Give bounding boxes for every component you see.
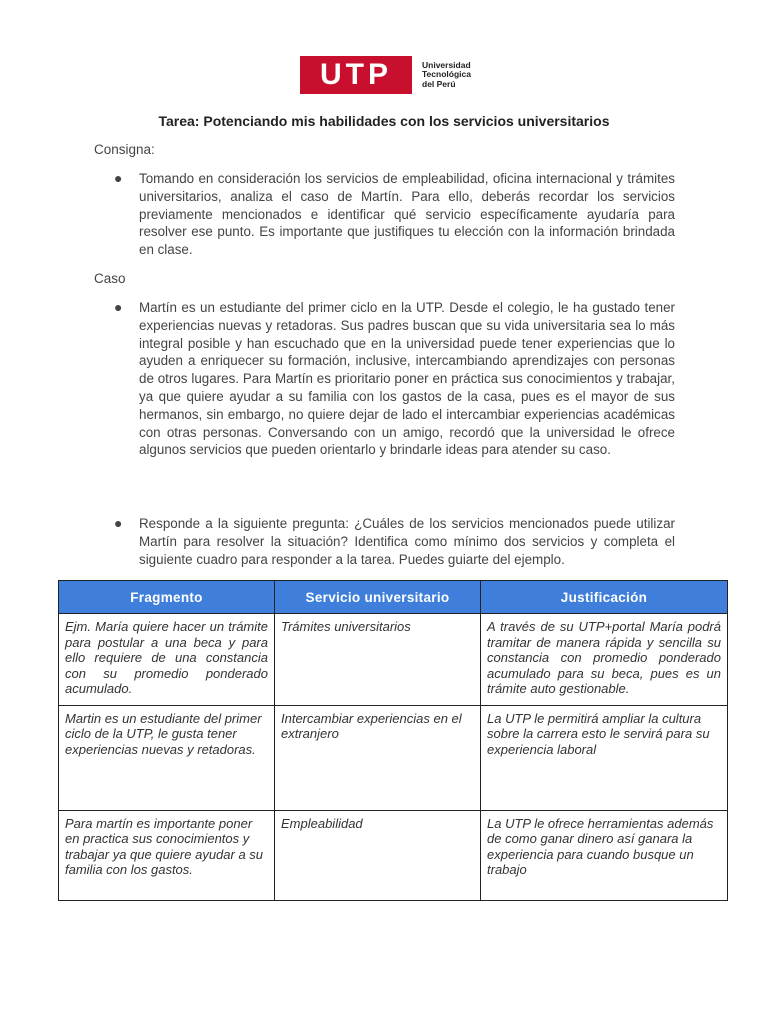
utp-logo-mark: UTP bbox=[300, 56, 412, 94]
table-row bbox=[59, 614, 728, 706]
header-fragmento: Fragmento bbox=[59, 581, 275, 614]
cell-justificacion: La UTP le permitirá ampliar la cultura sobre la carrera esto le servirá para su experiencia laboral bbox=[481, 705, 728, 810]
header-servicio: Servicio universitario bbox=[275, 581, 481, 614]
table-row bbox=[59, 810, 728, 900]
utp-logo bbox=[300, 56, 471, 94]
services-table bbox=[58, 580, 728, 901]
cell-fragmento: Martin es un estudiante del primer ciclo de la UTP, le gusta tener experiencias nuevas y retadoras. bbox=[59, 705, 275, 810]
header-justificacion: Justificación bbox=[481, 581, 728, 614]
cell-servicio: Empleabilidad bbox=[275, 810, 481, 900]
logo-line-3: del Perú bbox=[422, 78, 456, 89]
consigna-paragraph: Tomando en consideración los servicios de empleabilidad, oficina internacional y trámites universitarios, analiza el caso de Martín. Para ello, deberás recordar los servicios previamente mencionados e identificar qué servicio específicamente ayudaría para resolver ese punto. Es importante que justifiques tu elección con la información brindada en clase. bbox=[139, 171, 675, 258]
bullet-consigna: ● bbox=[114, 170, 123, 186]
utp-logo-text bbox=[422, 61, 471, 90]
caso-paragraph: Martín es un estudiante del primer ciclo en la UTP. Desde el colegio, le ha gustado tener experiencias nuevas y retadoras. Sus padres buscan que su vida universitaria sea lo más integral posible y han escuchado que en la universidad puede tener experiencias que lo ayuden a enriquecer su formación, inclusive, intercambiando aprendizajes con personas de otros lugares. Para Martín es prioritario poner en práctica sus conocimientos y trabajar, ya que quiere ayudar a su familia con los gastos de la casa, pues es el mayor de sus hermanos, sin embargo, no quiere dejar de lado el intercambiar experiencias académicas con otras personas. Conversando con un amigo, recordó que la universidad le ofrece algunos servicios que pueden orientarlo y brindarle ideas para atender su caso. bbox=[139, 300, 675, 458]
table-header-row bbox=[59, 581, 728, 614]
bullet-caso: ● bbox=[114, 299, 123, 315]
cell-fragmento: Para martín es importante poner en practica sus conocimientos y trabajar ya que quiere ayudar a su familia con los gastos. bbox=[59, 810, 275, 900]
caso-label: Caso bbox=[94, 271, 126, 286]
cell-justificacion: La UTP le ofrece herramientas además de como ganar dinero así ganara la experiencia para cuando busque un trabajo bbox=[481, 810, 728, 900]
logo-line-2: Tecnológica bbox=[422, 69, 471, 80]
cell-fragmento: Ejm. María quiere hacer un trámite para postular a una beca y para ello requiere de una constancia con su promedio ponderado acumulado. bbox=[59, 614, 275, 706]
table-row bbox=[59, 705, 728, 810]
bullet-pregunta: ● bbox=[114, 515, 123, 531]
cell-servicio: Trámites universitarios bbox=[275, 614, 481, 706]
pregunta-paragraph: Responde a la siguiente pregunta: ¿Cuáles de los servicios mencionados puede utilizar Martín para resolver la situación? Identifica como mínimo dos servicios y completa el siguiente cuadro para responder a la tarea. Puedes guiarte del ejemplo. bbox=[139, 516, 675, 567]
page-title: Tarea: Potenciando mis habilidades con los servicios universitarios bbox=[158, 113, 610, 129]
cell-servicio: Intercambiar experiencias en el extranjero bbox=[275, 705, 481, 810]
consigna-label: Consigna: bbox=[94, 142, 155, 157]
cell-justificacion: A través de su UTP+portal María podrá tramitar de manera rápida y sencilla su constancia con promedio ponderado acumulado para su beca, pues es un trámite auto gestionable. bbox=[481, 614, 728, 706]
logo-line-1: Universidad bbox=[422, 59, 471, 70]
